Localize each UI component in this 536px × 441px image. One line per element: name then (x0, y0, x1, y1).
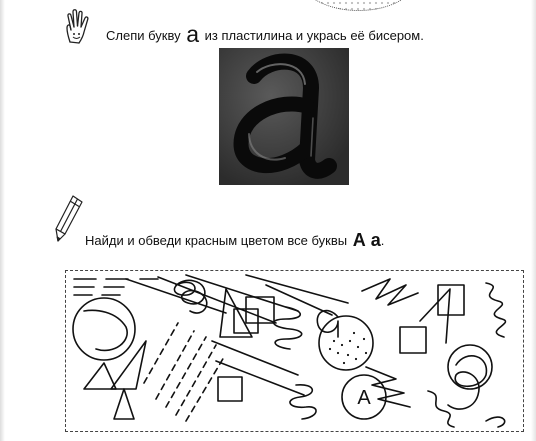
flag-shape (420, 289, 450, 343)
zigzag-top (362, 279, 418, 305)
dotted-circle (319, 316, 373, 370)
triangle-3 (114, 389, 134, 419)
triangle-1 (84, 363, 116, 389)
task-1-instruction (106, 21, 424, 48)
task-2-period: . (380, 233, 385, 248)
dashed-hatching (144, 323, 224, 421)
circle-scribble (84, 310, 127, 350)
short-dash-lines (74, 279, 158, 295)
page-edge-left (0, 0, 5, 441)
square-5 (438, 285, 464, 315)
hidden-letters-puzzle (65, 270, 524, 432)
dotted-circle-fragment (300, 0, 417, 11)
task-1-text-before: Слепи букву (106, 28, 181, 43)
squiggle-bottom-right (428, 391, 454, 427)
zigzag-bottom (366, 367, 410, 407)
page-edge-right (531, 0, 536, 441)
pencil-icon (55, 194, 85, 244)
squiggle-right (486, 283, 506, 337)
task-1-letter: а (186, 21, 200, 47)
puzzle-drawing (66, 271, 523, 431)
hand-icon (58, 6, 98, 46)
square-3 (218, 377, 242, 401)
task-2-text-before: Найди и обведи красным цветом все буквы (85, 233, 348, 248)
curl-bottom-right (486, 417, 505, 427)
task-2-letters: А а (352, 230, 381, 250)
dots-fill (329, 332, 367, 364)
square-4 (400, 327, 426, 353)
square-1 (246, 297, 274, 323)
plasticine-letter-photo (219, 48, 349, 185)
task-1-text-after: из пластилина и укрась её бисером. (204, 28, 424, 43)
letter-in-circle: А (357, 387, 371, 409)
spring-bottom (290, 385, 316, 419)
spring-middle (274, 307, 302, 349)
task-2-instruction (85, 230, 384, 251)
